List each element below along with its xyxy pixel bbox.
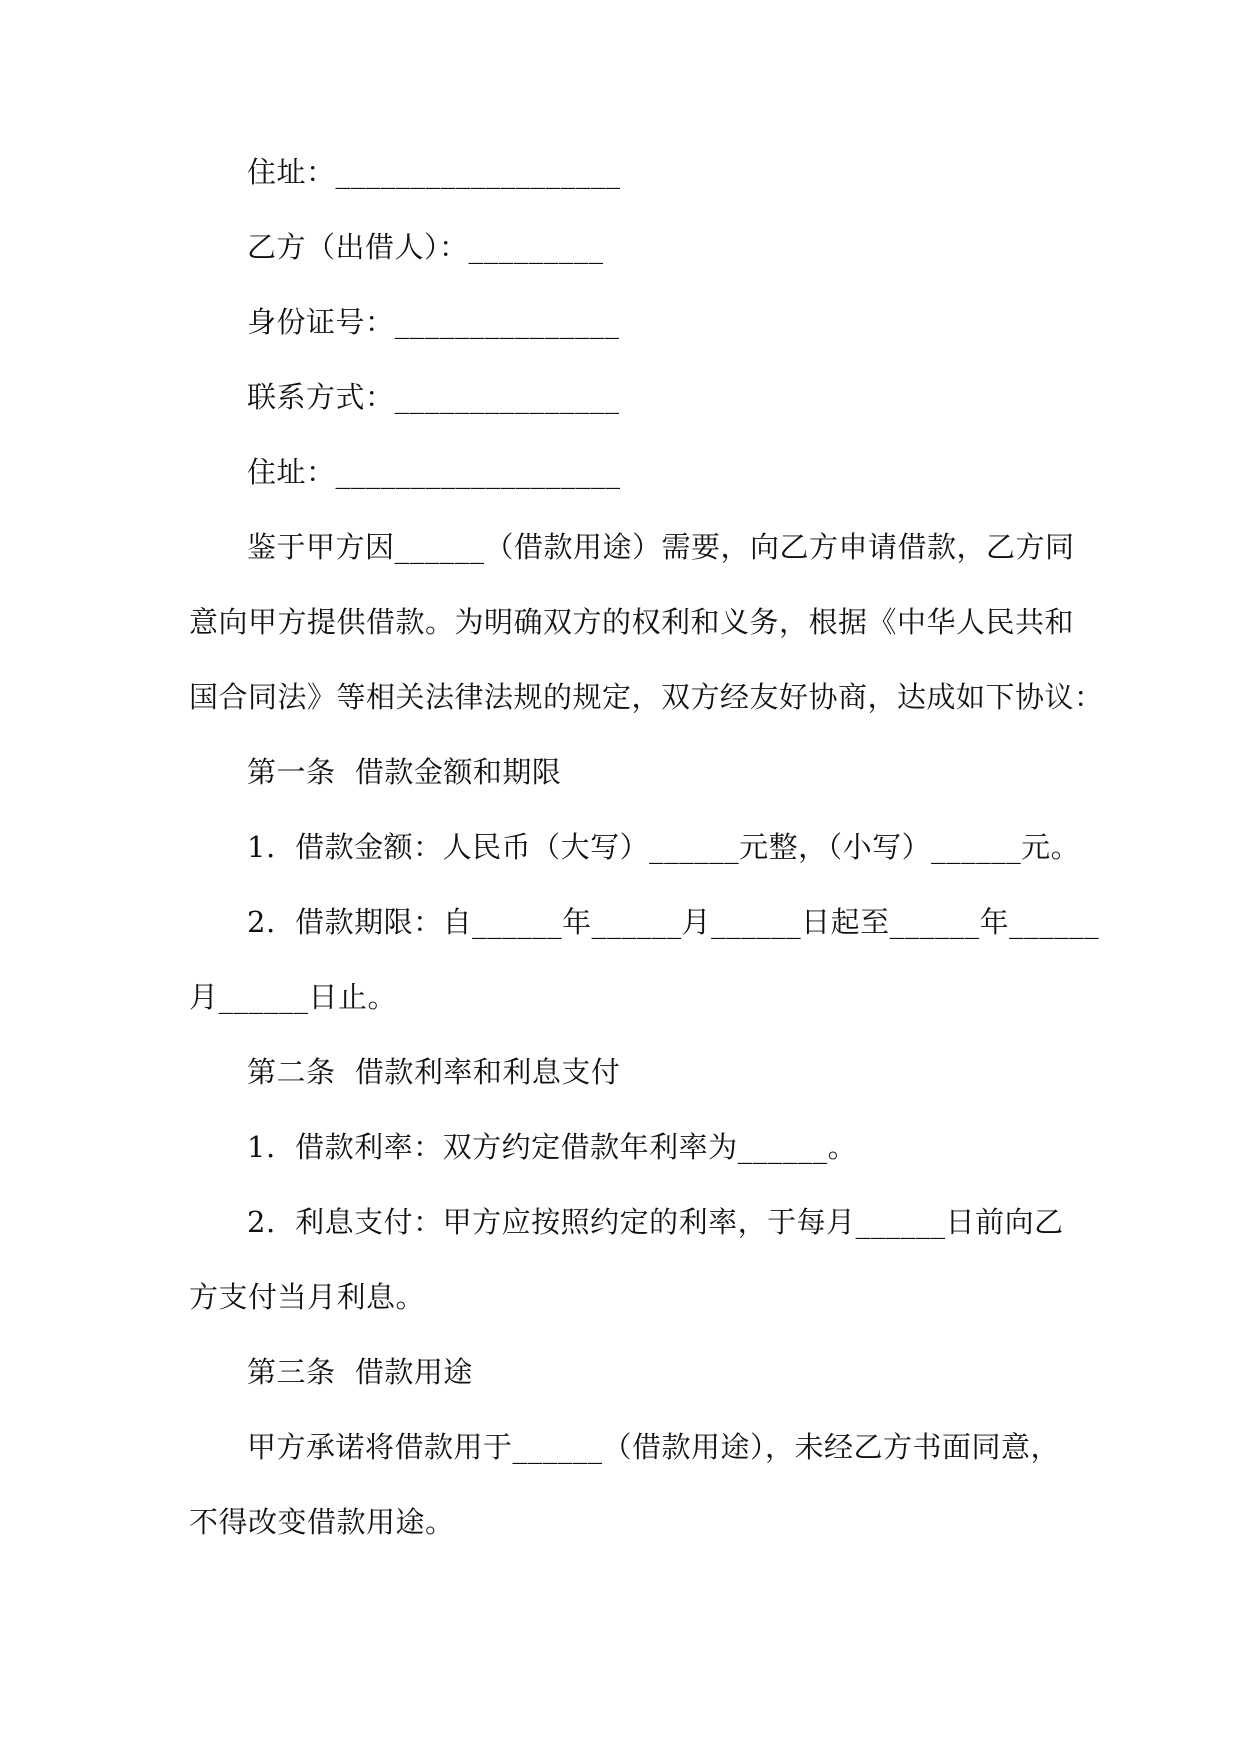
article-heading: 第二条 借款利率和利息支付 bbox=[247, 1055, 621, 1089]
party-b-contact-line: 联系方式：_______________ bbox=[247, 380, 620, 414]
party-b-name-line: 乙方（出借人）：_________ bbox=[247, 230, 604, 264]
article-item-continuation: 月______日止。 bbox=[189, 980, 398, 1014]
article-item: 2. 利息支付：甲方应按照约定的利率，于每月______日前向乙 bbox=[247, 1205, 1064, 1239]
article-heading: 第一条 借款金额和期限 bbox=[247, 755, 562, 789]
article-item-continuation: 方支付当月利息。 bbox=[189, 1280, 426, 1314]
preamble-paragraph-line: 鉴于甲方因______（借款用途）需要，向乙方申请借款，乙方同 bbox=[247, 530, 1075, 564]
preamble-paragraph-line: 意向甲方提供借款。为明确双方的权利和义务，根据《中华人民共和 bbox=[189, 605, 1075, 639]
preamble-paragraph-line: 国合同法》等相关法律法规的规定，双方经友好协商，达成如下协议： bbox=[189, 680, 1104, 714]
party-b-id-line: 身份证号：_______________ bbox=[247, 305, 620, 339]
article-heading: 第三条 借款用途 bbox=[247, 1355, 473, 1389]
article-item: 2. 借款期限：自______年______月______日起至______年______ bbox=[247, 905, 1100, 939]
article-body-line: 甲方承诺将借款用于______（借款用途），未经乙方书面同意， bbox=[247, 1430, 1061, 1464]
article-item: 1. 借款利率：双方约定借款年利率为______。 bbox=[247, 1130, 858, 1164]
article-item: 1. 借款金额：人民币（大写）______元整，（小写）______元。 bbox=[247, 830, 1081, 864]
address-line: 住址：___________________ bbox=[247, 155, 621, 189]
article-body-line: 不得改变借款用途。 bbox=[189, 1505, 455, 1539]
party-b-address-line: 住址：___________________ bbox=[247, 455, 621, 489]
